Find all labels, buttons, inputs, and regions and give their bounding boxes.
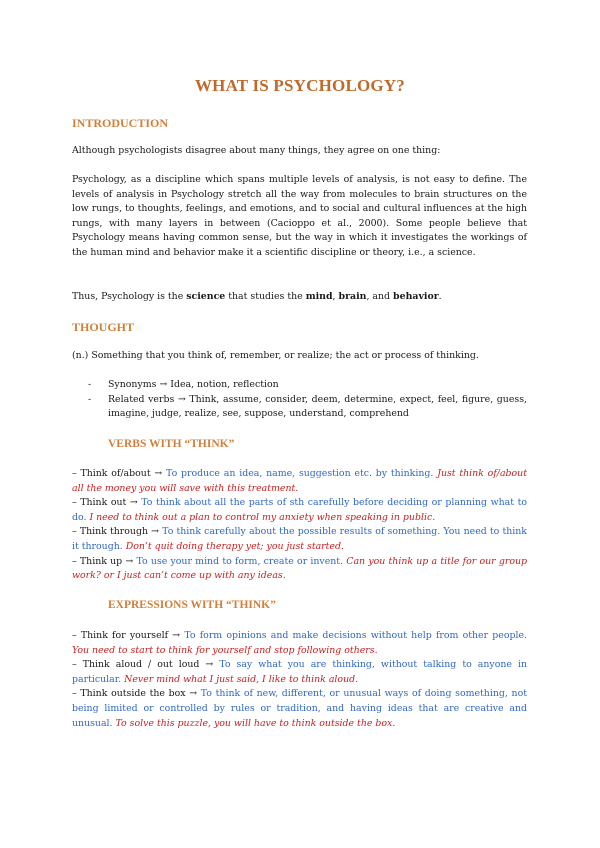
thought-definition: (n.) Something that you think of, remember, or realize; the act or process of thinking.: [72, 350, 479, 361]
summary-text: .: [438, 291, 442, 302]
summary-bold-behavior: behavior: [393, 291, 439, 302]
list-item: [72, 467, 527, 496]
entry-term: – Think up →: [72, 555, 137, 567]
entry-definition: To think of new, different, or unusual ways of doing something, not being limited or controlled by rules or tradition, and having ideas that are creative and unusual.: [72, 688, 528, 729]
entry-term: – Think out →: [72, 497, 142, 509]
summary-bold-brain: brain: [338, 291, 367, 302]
entry-example: Never mind what I just said, I like to think aloud.: [124, 673, 359, 685]
page-title: WHAT IS PSYCHOLOGY?: [194, 76, 406, 95]
list-item: [72, 658, 527, 687]
entry-definition: To think carefully about the possible results of something. You need to think it through.: [72, 526, 527, 552]
entry-example: Don’t quit doing therapy yet; you just started.: [125, 540, 344, 552]
intro-lead: Although psychologists disagree about many things, they agree on one thing:: [72, 145, 441, 156]
entry-definition: To form opinions and make decisions without help from other people.: [184, 630, 527, 641]
entry-example: To solve this puzzle, you will have to think outside the box.: [115, 717, 396, 729]
list-item: [72, 496, 527, 525]
subsection-heading-verbs: VERBS WITH “THINK”: [108, 438, 235, 450]
list-item: [72, 378, 527, 393]
bullet-marker: -: [88, 393, 92, 405]
entry-definition: To use your mind to form, create or invent.: [136, 555, 344, 567]
entry-definition: To say what you are thinking, without talking to anyone in particular.: [72, 659, 527, 685]
entry-term: – Think outside the box →: [72, 688, 201, 700]
entry-term: – Think aloud / out loud →: [72, 659, 220, 671]
list-item: [72, 555, 527, 584]
thought-bullet-list: [72, 378, 527, 422]
verbs-list: [72, 467, 527, 584]
summary-bold-mind: mind: [305, 291, 333, 302]
list-item: [72, 393, 527, 422]
bullet-text: Related verbs → Think, assume, consider, deem, determine, expect, feel, figure, guess, imagine, judge, realize, see, suppose, understand, comprehend: [108, 393, 527, 420]
summary-bold-science: science: [186, 291, 226, 302]
bullet-text: Synonyms → Idea, notion, reflection: [108, 379, 279, 390]
summary-text: ,: [332, 291, 339, 302]
entry-definition: To think about all the parts of sth carefully before deciding or planning what to do.: [72, 497, 527, 523]
section-heading-thought: THOUGHT: [72, 320, 135, 334]
summary-text: , and: [366, 291, 394, 302]
subsection-heading-expressions: EXPRESSIONS WITH “THINK”: [108, 599, 276, 611]
entry-definition: To produce an idea, name, suggestion etc. by thinking.: [166, 468, 434, 479]
entry-example: Can you think up a title for our group work? or I just can’t come up with any ideas.: [72, 555, 528, 582]
expressions-list: [72, 629, 527, 731]
bullet-marker: -: [88, 379, 92, 390]
list-item: [72, 629, 527, 658]
entry-example: I need to think out a plan to control my anxiety when speaking in public.: [89, 511, 436, 523]
entry-example: Just think of/about all the money you will save with this treatment.: [72, 468, 527, 494]
entry-example: You need to start to think for yourself and stop following others.: [72, 644, 378, 656]
summary-text: that studies the: [225, 291, 306, 302]
summary-text: Thus, Psychology is the: [72, 291, 187, 302]
entry-term: – Think for yourself →: [72, 630, 185, 641]
section-heading-introduction: INTRODUCTION: [72, 116, 169, 130]
list-item: [72, 525, 527, 554]
entry-term: – Think through →: [72, 526, 163, 538]
entry-term: – Think of/about →: [72, 468, 167, 479]
intro-paragraph: Psychology, as a discipline which spans multiple levels of analysis, is not easy to define. The levels of analysis in Psychology stretch all the way from molecules to brain structures on the low rungs, to thoughts, feelings, and emotions, and to social and cultural influences at the high rungs, with many layers in between (Cacioppo et al., 2000). Some people believe that Psychology means having common sense, but the way in which it investigates the workings of the human mind and behavior make it a scientific discipline or theory, i.e., a science.: [72, 174, 527, 258]
intro-summary: [72, 290, 527, 305]
list-item: [72, 687, 527, 731]
